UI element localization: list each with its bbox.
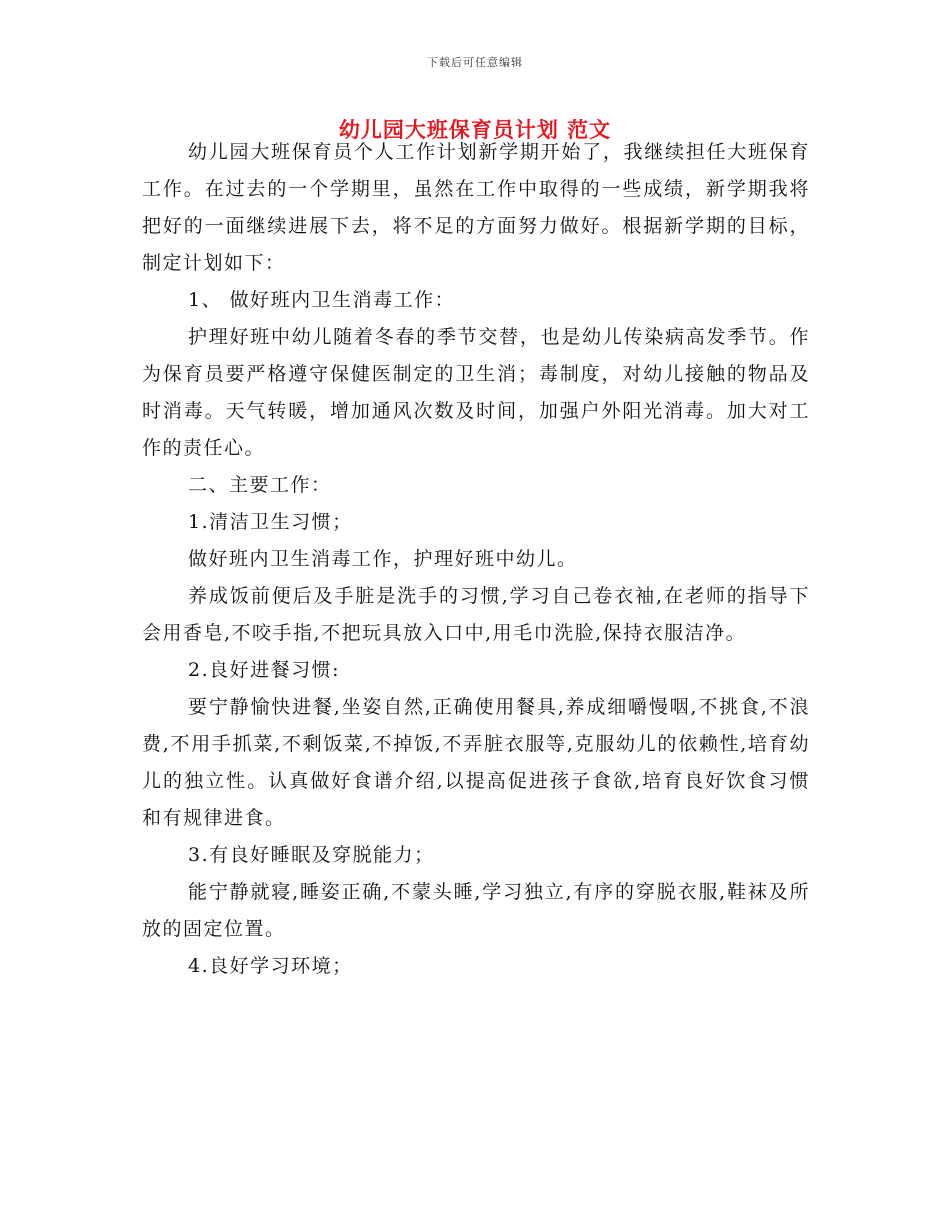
paragraph-hygiene-2: 养成饭前便后及手脏是洗手的习惯,学习自己卷衣袖,在老师的指导下会用香皂,不咬手指,不把玩具放入口中,用毛巾洗脸,保持衣服洁净。 xyxy=(142,585,810,644)
paragraph-disinfection: 护理好班中幼儿随着冬春的季节交替，也是幼儿传染病高发季节。作为保育员要严格遵守保健医制定的卫生消；毒制度，对幼儿接触的物品及时消毒。天气转暖，增加通风次数及时间，加强户外阳光消毒。加大对工作的责任心。 xyxy=(142,326,810,459)
subheading-sleep: 3.有良好睡眠及穿脱能力； xyxy=(188,844,435,866)
heading-main-work: 二、主要工作： xyxy=(188,474,332,496)
heading-section-1: 1、 做好班内卫生消毒工作： xyxy=(188,289,456,311)
page-header: 下载后可任意编辑 xyxy=(427,56,523,69)
paragraph-dining: 要宁静愉快进餐,坐姿自然,正确使用餐具,养成细嚼慢咽,不挑食,不浪费,不用手抓菜,不剩饭菜,不掉饭,不弄脏衣服等,克服幼儿的依赖性,培育幼儿的独立性。认真做好食谱介绍,以提高促进孩子食欲,培育良好饮食习惯和有规律进食。 xyxy=(142,696,810,829)
subheading-hygiene-habits: 1.清洁卫生习惯； xyxy=(188,511,353,533)
document-title: 幼儿园大班保育员计划 范文 xyxy=(338,117,612,142)
paragraph-intro: 幼儿园大班保育员个人工作计划新学期开始了，我继续担任大班保育工作。在过去的一个学期里，虽然在工作中取得的一些成绩，新学期我将把好的一面继续进展下去，将不足的方面努力做好。根据新学期的目标，制定计划如下： xyxy=(142,141,810,274)
subheading-dining-habits: 2.良好进餐习惯: xyxy=(188,659,341,681)
document-body xyxy=(142,134,810,985)
paragraph-hygiene-1: 做好班内卫生消毒工作，护理好班中幼儿。 xyxy=(188,548,578,570)
subheading-learning-environment: 4.良好学习环境； xyxy=(188,955,353,977)
paragraph-sleep: 能宁静就寝,睡姿正确,不蒙头睡,学习独立,有序的穿脱衣服,鞋袜及所放的固定位置。 xyxy=(142,881,810,940)
